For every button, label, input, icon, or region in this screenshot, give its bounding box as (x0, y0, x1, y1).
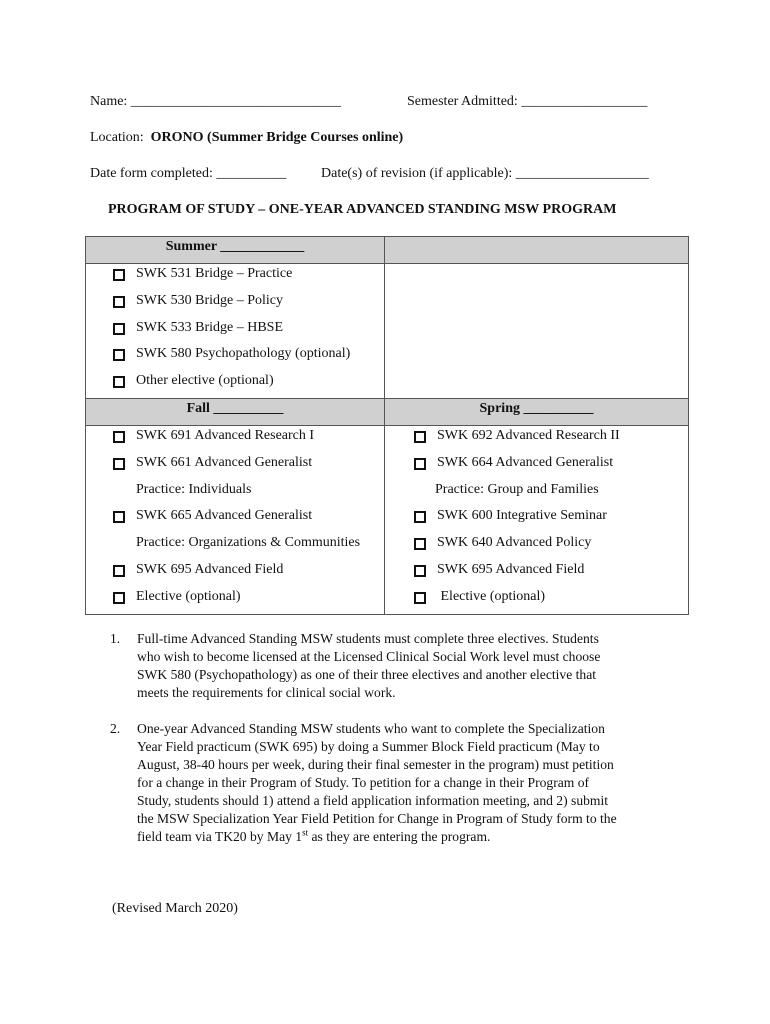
summer-header-row (86, 237, 689, 264)
course-item[interactable]: SWK 695 Advanced Field (86, 560, 384, 587)
checkbox[interactable] (414, 431, 426, 443)
course-item-continuation: Practice: Individuals (136, 481, 252, 497)
name-blank[interactable]: ______________________________ (130, 94, 341, 109)
note-item: 1. Full-time Advanced Standing MSW students must complete three electives. Students who wish to become licensed at the Licensed Clinical Social Work level must choose SWK 580 (Psychopathology) as one of their three electives and another elective that meets the requirements for clinical social work. (110, 631, 601, 700)
checkbox[interactable] (414, 458, 426, 470)
fall-courses (86, 425, 385, 614)
checkbox[interactable] (113, 349, 125, 361)
checkbox[interactable] (113, 269, 125, 281)
course-item[interactable]: SWK 640 Advanced Policy (385, 533, 688, 560)
course-item[interactable]: Elective (optional) (86, 587, 384, 614)
date-completed-field (90, 166, 286, 182)
course-item[interactable]: SWK 695 Advanced Field (385, 560, 688, 587)
location-value: ORONO (Summer Bridge Courses online) (150, 130, 404, 145)
fall-heading: Fall __________ (86, 398, 385, 425)
checkbox[interactable] (113, 458, 125, 470)
checkbox[interactable] (113, 592, 125, 604)
summer-body-row (86, 264, 689, 399)
course-item[interactable]: SWK 692 Advanced Research II (385, 426, 688, 453)
date-completed-blank[interactable]: __________ (216, 166, 287, 181)
checkbox[interactable] (414, 538, 426, 550)
revised-date: (Revised March 2020) (112, 901, 238, 916)
semester-label: Semester Admitted: (407, 94, 518, 109)
course-item-continuation: Practice: Group and Families (435, 481, 599, 497)
course-item[interactable]: SWK 580 Psychopathology (optional) (86, 344, 384, 371)
summer-heading: Summer ____________ (86, 237, 385, 264)
semester-blank[interactable]: __________________ (521, 94, 648, 109)
location-label: Location: (90, 130, 144, 145)
fall-spring-body-row (86, 425, 689, 614)
course-item-continuation: Practice: Organizations & Communities (136, 535, 361, 551)
summer-courses (86, 264, 385, 399)
checkbox[interactable] (414, 511, 426, 523)
checkbox[interactable] (113, 296, 125, 308)
course-item[interactable]: SWK 691 Advanced Research I (86, 426, 384, 453)
spring-courses (385, 425, 689, 614)
checkbox[interactable] (113, 431, 125, 443)
summer-empty-cell (385, 264, 689, 399)
fall-spring-header-row (86, 398, 689, 425)
course-item[interactable]: SWK 665 Advanced Generalist (86, 506, 384, 533)
checkbox[interactable] (414, 592, 426, 604)
semester-admitted-field (407, 94, 647, 110)
course-item[interactable]: Other elective (optional) (86, 371, 384, 398)
program-table (85, 236, 689, 615)
course-item[interactable]: SWK 531 Bridge – Practice (86, 264, 384, 291)
course-item[interactable]: SWK 533 Bridge – HBSE (86, 318, 384, 345)
course-item[interactable]: Elective (optional) (385, 587, 688, 614)
note-item: 2. One-year Advanced Standing MSW students who want to complete the Specialization Year Field practicum (SWK 695) by doing a Summer Block Field practicum (May to August, 38-40 hours per week, during their final semester in the program) must petition for a change in their Program of Study. To petition for a change in their Program of Study, students should 1) attend a field application information meeting, and 2) submit the MSW Specialization Year Field Petition for Change in Program of Study form to the field team via TK20 by May 1st as they are entering the program. (92, 720, 672, 846)
name-label: Name: (90, 94, 128, 109)
course-item[interactable]: SWK 661 Advanced Generalist (86, 453, 384, 480)
revision-blank[interactable]: ___________________ (515, 166, 649, 181)
notes-list (92, 630, 672, 864)
course-item[interactable]: SWK 664 Advanced Generalist (385, 453, 688, 480)
note-number: 2. (110, 721, 121, 736)
note-number: 1. (110, 631, 121, 646)
page-title: PROGRAM OF STUDY – ONE-YEAR ADVANCED STANDING MSW PROGRAM (108, 202, 617, 217)
name-field (90, 94, 341, 110)
checkbox[interactable] (113, 565, 125, 577)
course-item[interactable]: SWK 600 Integrative Seminar (385, 506, 688, 533)
summer-blank-heading (385, 237, 689, 264)
date-completed-label: Date form completed: (90, 166, 213, 181)
checkbox[interactable] (113, 376, 125, 388)
note-last-line: field team via TK20 by May 1st as they are entering the program. (137, 827, 491, 844)
checkbox[interactable] (113, 511, 125, 523)
course-item[interactable]: SWK 530 Bridge – Policy (86, 291, 384, 318)
revision-date-field (321, 166, 649, 182)
location-field (90, 130, 403, 146)
spring-heading: Spring __________ (385, 398, 689, 425)
checkbox[interactable] (414, 565, 426, 577)
checkbox[interactable] (113, 323, 125, 335)
revision-label: Date(s) of revision (if applicable): (321, 166, 513, 181)
